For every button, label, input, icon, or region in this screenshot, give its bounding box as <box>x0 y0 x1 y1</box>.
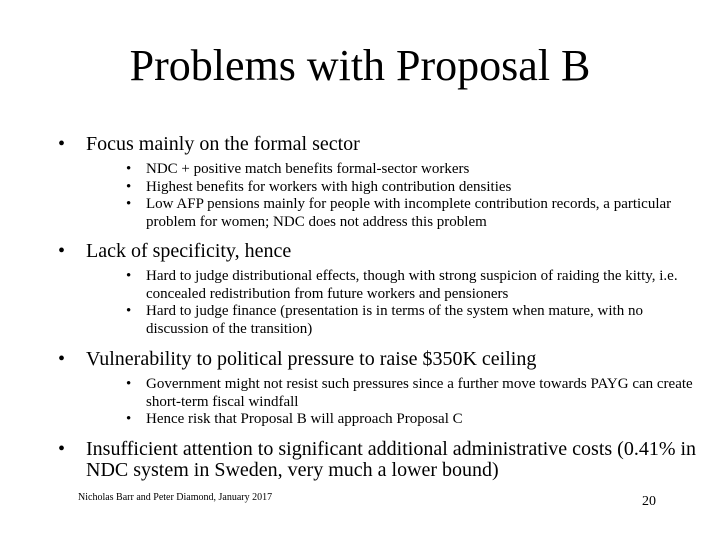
bullet-text: Focus mainly on the formal sector <box>86 133 360 155</box>
sub-bullet-item <box>126 179 698 197</box>
bullet-icon: • <box>58 437 66 460</box>
bullet-icon: • <box>58 348 66 370</box>
sub-bullet-icon: • <box>126 161 132 177</box>
sub-bullet-icon: • <box>126 376 132 392</box>
sub-bullet-list <box>126 161 698 231</box>
sub-bullet-text: NDC + positive match benefits formal-sector workers <box>146 161 470 177</box>
sub-bullet-text: Highest benefits for workers with high contribution densities <box>146 178 512 195</box>
sub-bullet-icon: • <box>126 196 132 212</box>
bullet-list <box>58 134 698 481</box>
bullet-icon: • <box>58 240 66 262</box>
sub-bullet-text: Hard to judge distributional effects, though with strong suspicion of raiding the kitty, i.e. concealed redistribution from future workers and pensioners <box>146 268 678 302</box>
sub-bullet-item <box>126 196 698 231</box>
bullet-text: Insufficient attention to significant additional administrative costs (0.41% in NDC system in Sweden, very much a lower bound) <box>86 437 697 481</box>
sub-bullet-text: Government might not resist such pressures since a further move towards PAYG can create short-term fiscal windfall <box>146 376 693 410</box>
bullet-text: Lack of specificity, hence <box>86 240 292 262</box>
sub-bullet-item <box>126 376 698 411</box>
sub-bullet-item <box>126 268 698 303</box>
sub-bullet-list <box>126 376 698 429</box>
bullet-item <box>58 439 698 481</box>
sub-bullet-icon: • <box>126 268 132 284</box>
sub-bullet-icon: • <box>126 178 132 195</box>
sub-bullet-text: Low AFP pensions mainly for people with incomplete contribution records, a particular problem for women; NDC does not address this problem <box>146 196 672 230</box>
bullet-item <box>58 241 698 262</box>
sub-bullet-item <box>126 161 698 179</box>
sub-bullet-text: Hard to judge finance (presentation is in terms of the system when mature, with no discussion of the transition) <box>146 303 643 337</box>
footer-credit: Nicholas Barr and Peter Diamond, January 2017 <box>78 492 273 503</box>
slide-title: Problems with Proposal B <box>129 41 591 90</box>
sub-bullet-icon: • <box>126 303 132 319</box>
bullet-item <box>58 134 698 155</box>
sub-bullet-list <box>126 268 698 338</box>
bullet-icon: • <box>58 133 66 155</box>
sub-bullet-item <box>126 303 698 338</box>
bullet-item <box>58 349 698 370</box>
bullet-text: Vulnerability to political pressure to raise $350K ceiling <box>86 348 537 370</box>
sub-bullet-item <box>126 411 698 429</box>
sub-bullet-text: Hence risk that Proposal B will approach Proposal C <box>146 411 463 427</box>
page-number: 20 <box>642 494 656 509</box>
sub-bullet-icon: • <box>126 411 132 427</box>
